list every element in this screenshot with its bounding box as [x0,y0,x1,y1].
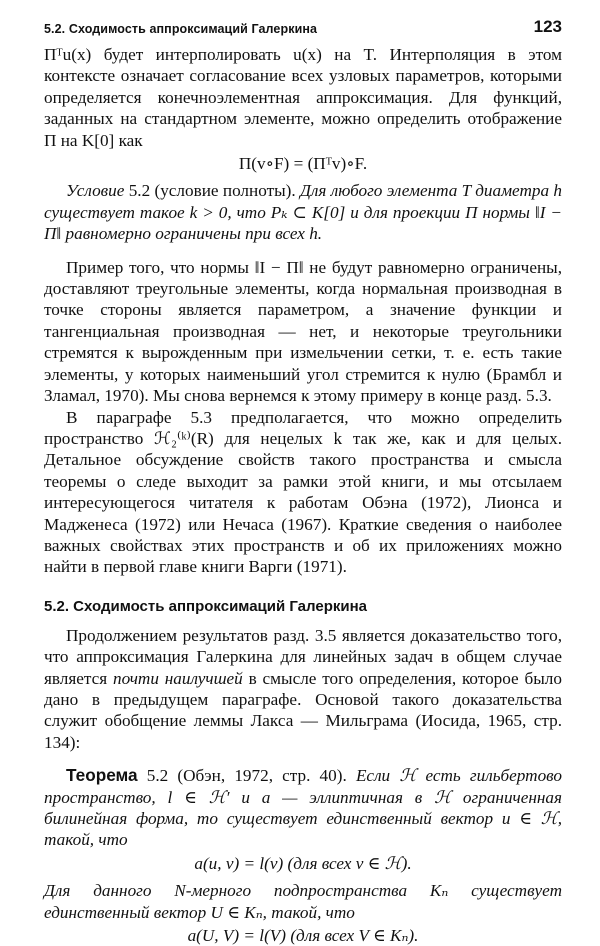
formula-galerkin: a(U, V) = l(V) (для всех V ∈ Kₙ). [187,926,419,946]
paragraph-norm-example: Пример того, что нормы ‖I − Π‖ не будут равномерно ограничены, доставляют треугольные элементы, когда нормальная производная в точке стороны является параметром, а значение функции и тангенциальная производная — нет, и некоторые треугольники стремятся к вырожденным при измельчении сетки, т. е. есть такие элементы, у которых наименьший угол стремится к нулю (Брамбл и Зламал, 1970). Мы снова вернемся к этому примеру в конце разд. 5.3. [44,257,562,406]
intro-italic: почти наилучшей [112,668,243,688]
paragraph-sobolev-space: В параграфе 5.3 предполагается, что можно определить пространство ℋ₂⁽ᵏ⁾(R) для нецелых k так же, как и для целых. Детальное обсуждение свойств такого пространства и смысла теоремы о следе выходит за рамки этой книги, и мы отсылаем интересующегося читателя к работам Обэна (1972), Лионса и Мадженеса (1972) или Нечаса (1967). Краткие сведения о наиболее важных свойствах этих пространств и об их приложениях можно найти в первой главе книги Варги (1971). [44,407,562,577]
intro-text-start: Продолжением результатов разд. 3.5 является доказательство того, что аппроксимация Галеркина для линейных задач в общем случае является [44,625,562,688]
paragraph-galerkin-intro [44,625,562,753]
section-heading: 5.2. Сходимость аппроксимаций Галеркина [44,597,367,615]
subspace-statement: Для данного N-мерного подпространства Kₙ существует единственный вектор U ∈ Kₙ, такой, что [44,881,562,922]
condition-number: 5.2 (условие полноты). [124,181,300,201]
page-header [44,0,562,44]
theorem-ref: 5.2 (Обэн, 1972, стр. 40). [137,766,356,786]
condition-block [44,180,562,244]
formula-variational: a(u, v) = l(v) (для всех v ∈ ℋ). [194,853,412,873]
paragraph-interpolation: Πᵀu(x) будет интерполировать u(x) на T. Интерполяция в этом контексте означает согласование всех узловых параметров, которыми определяется конечноэлементная аппроксимация. Для функций, заданных на стандартном элементе, можно определить отображение Π на K[0] как [44,45,562,150]
theorem-text: Если ℋ есть гильбертово пространство, l ∈ ℋ′ и a — эллиптичная в ℋ ограниченная билинейная форма, то существует единственный вектор u ∈ ℋ, такой, что [44,766,562,850]
condition-text: Для любого элемента T диаметра h существует такое k > 0, что Pₖ ⊂ K[0] и для проекции Π нормы ‖I − Π‖ равномерно ограничены при всех h. [44,181,562,244]
theorem-block [44,765,562,851]
condition-label: Условие [66,181,125,201]
formula-mapping: Π(v∘F) = (Πᵀv)∘F. [238,154,368,174]
theorem-label: Теорема [66,765,138,786]
running-title: 5.2. Сходимость аппроксимаций Галеркина [44,22,318,36]
page-number: 123 [533,17,562,36]
intro-text-end: в смысле того определения, которое было дано в предыдущем параграфе. Основой такого доказательства служит обобщение леммы Лакса — Мильграма (Иосида, 1965, стр. 134): [44,668,562,752]
